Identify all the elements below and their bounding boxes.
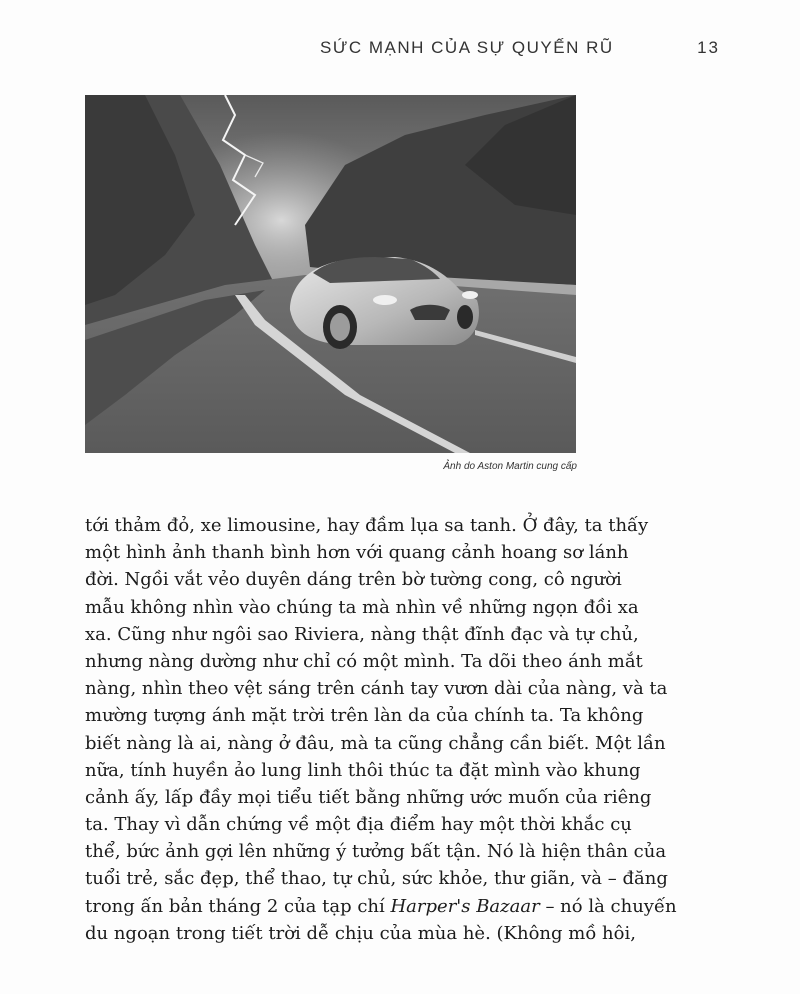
- running-head-title: SỨC MẠNH CỦA SỰ QUYẾN RŨ: [320, 38, 614, 57]
- body-text: [85, 512, 677, 947]
- text-line: một hình ảnh thanh bình hơn với quang cảnh hoang sơ lánh: [85, 542, 629, 564]
- text-line: xa. Cũng như ngôi sao Riviera, nàng thật đĩnh đạc và tự chủ,: [85, 623, 639, 645]
- text-line: đời. Ngồi vắt vẻo duyên dáng trên bờ tường cong, cô người: [85, 569, 622, 591]
- photo-caption: Ảnh do Aston Martin cung cấp: [443, 461, 577, 472]
- running-head: [320, 38, 720, 62]
- text-line: nữa, tính huyền ảo lung linh thôi thúc ta đặt mình vào khung: [85, 759, 641, 781]
- text-line: mẫu không nhìn vào chúng ta mà nhìn về những ngọn đồi xa: [85, 596, 639, 618]
- text-line: tới thảm đỏ, xe limousine, hay đầm lụa sa tanh. Ở đây, ta thấy: [85, 515, 649, 536]
- text-line: mường tượng ánh mặt trời trên làn da của chính ta. Ta không: [85, 705, 644, 727]
- text-line: nhưng nàng dường như chỉ có một mình. Ta dõi theo ánh mắt: [85, 650, 643, 672]
- text-line: biết nàng là ai, nàng ở đâu, mà ta cũng chẳng cần biết. Một lần: [85, 732, 666, 754]
- text-segment: – nó là chuyến: [539, 895, 677, 917]
- text-line: nàng, nhìn theo vệt sáng trên cánh tay vươn dài của nàng, và ta: [85, 678, 668, 700]
- page-number: 13: [697, 38, 720, 57]
- aston-martin-photo: [85, 95, 576, 453]
- text-line: [85, 893, 677, 920]
- text-segment: trong ấn bản tháng 2 của tạp chí: [85, 895, 391, 917]
- text-line: du ngoạn trong tiết trời dễ chịu của mùa hè. (Không mồ hôi,: [85, 922, 636, 944]
- magazine-title: Harper's Bazaar: [390, 895, 540, 917]
- text-line: ta. Thay vì dẫn chứng về một địa điểm hay một thời khắc cụ: [85, 814, 632, 836]
- text-line: cảnh ấy, lấp đầy mọi tiểu tiết bằng những ước muốn của riêng: [85, 786, 652, 808]
- text-line: thể, bức ảnh gợi lên những ý tưởng bất tận. Nó là hiện thân của: [85, 841, 667, 863]
- text-line: tuổi trẻ, sắc đẹp, thể thao, tự chủ, sức khỏe, thư giãn, và – đăng: [85, 868, 668, 890]
